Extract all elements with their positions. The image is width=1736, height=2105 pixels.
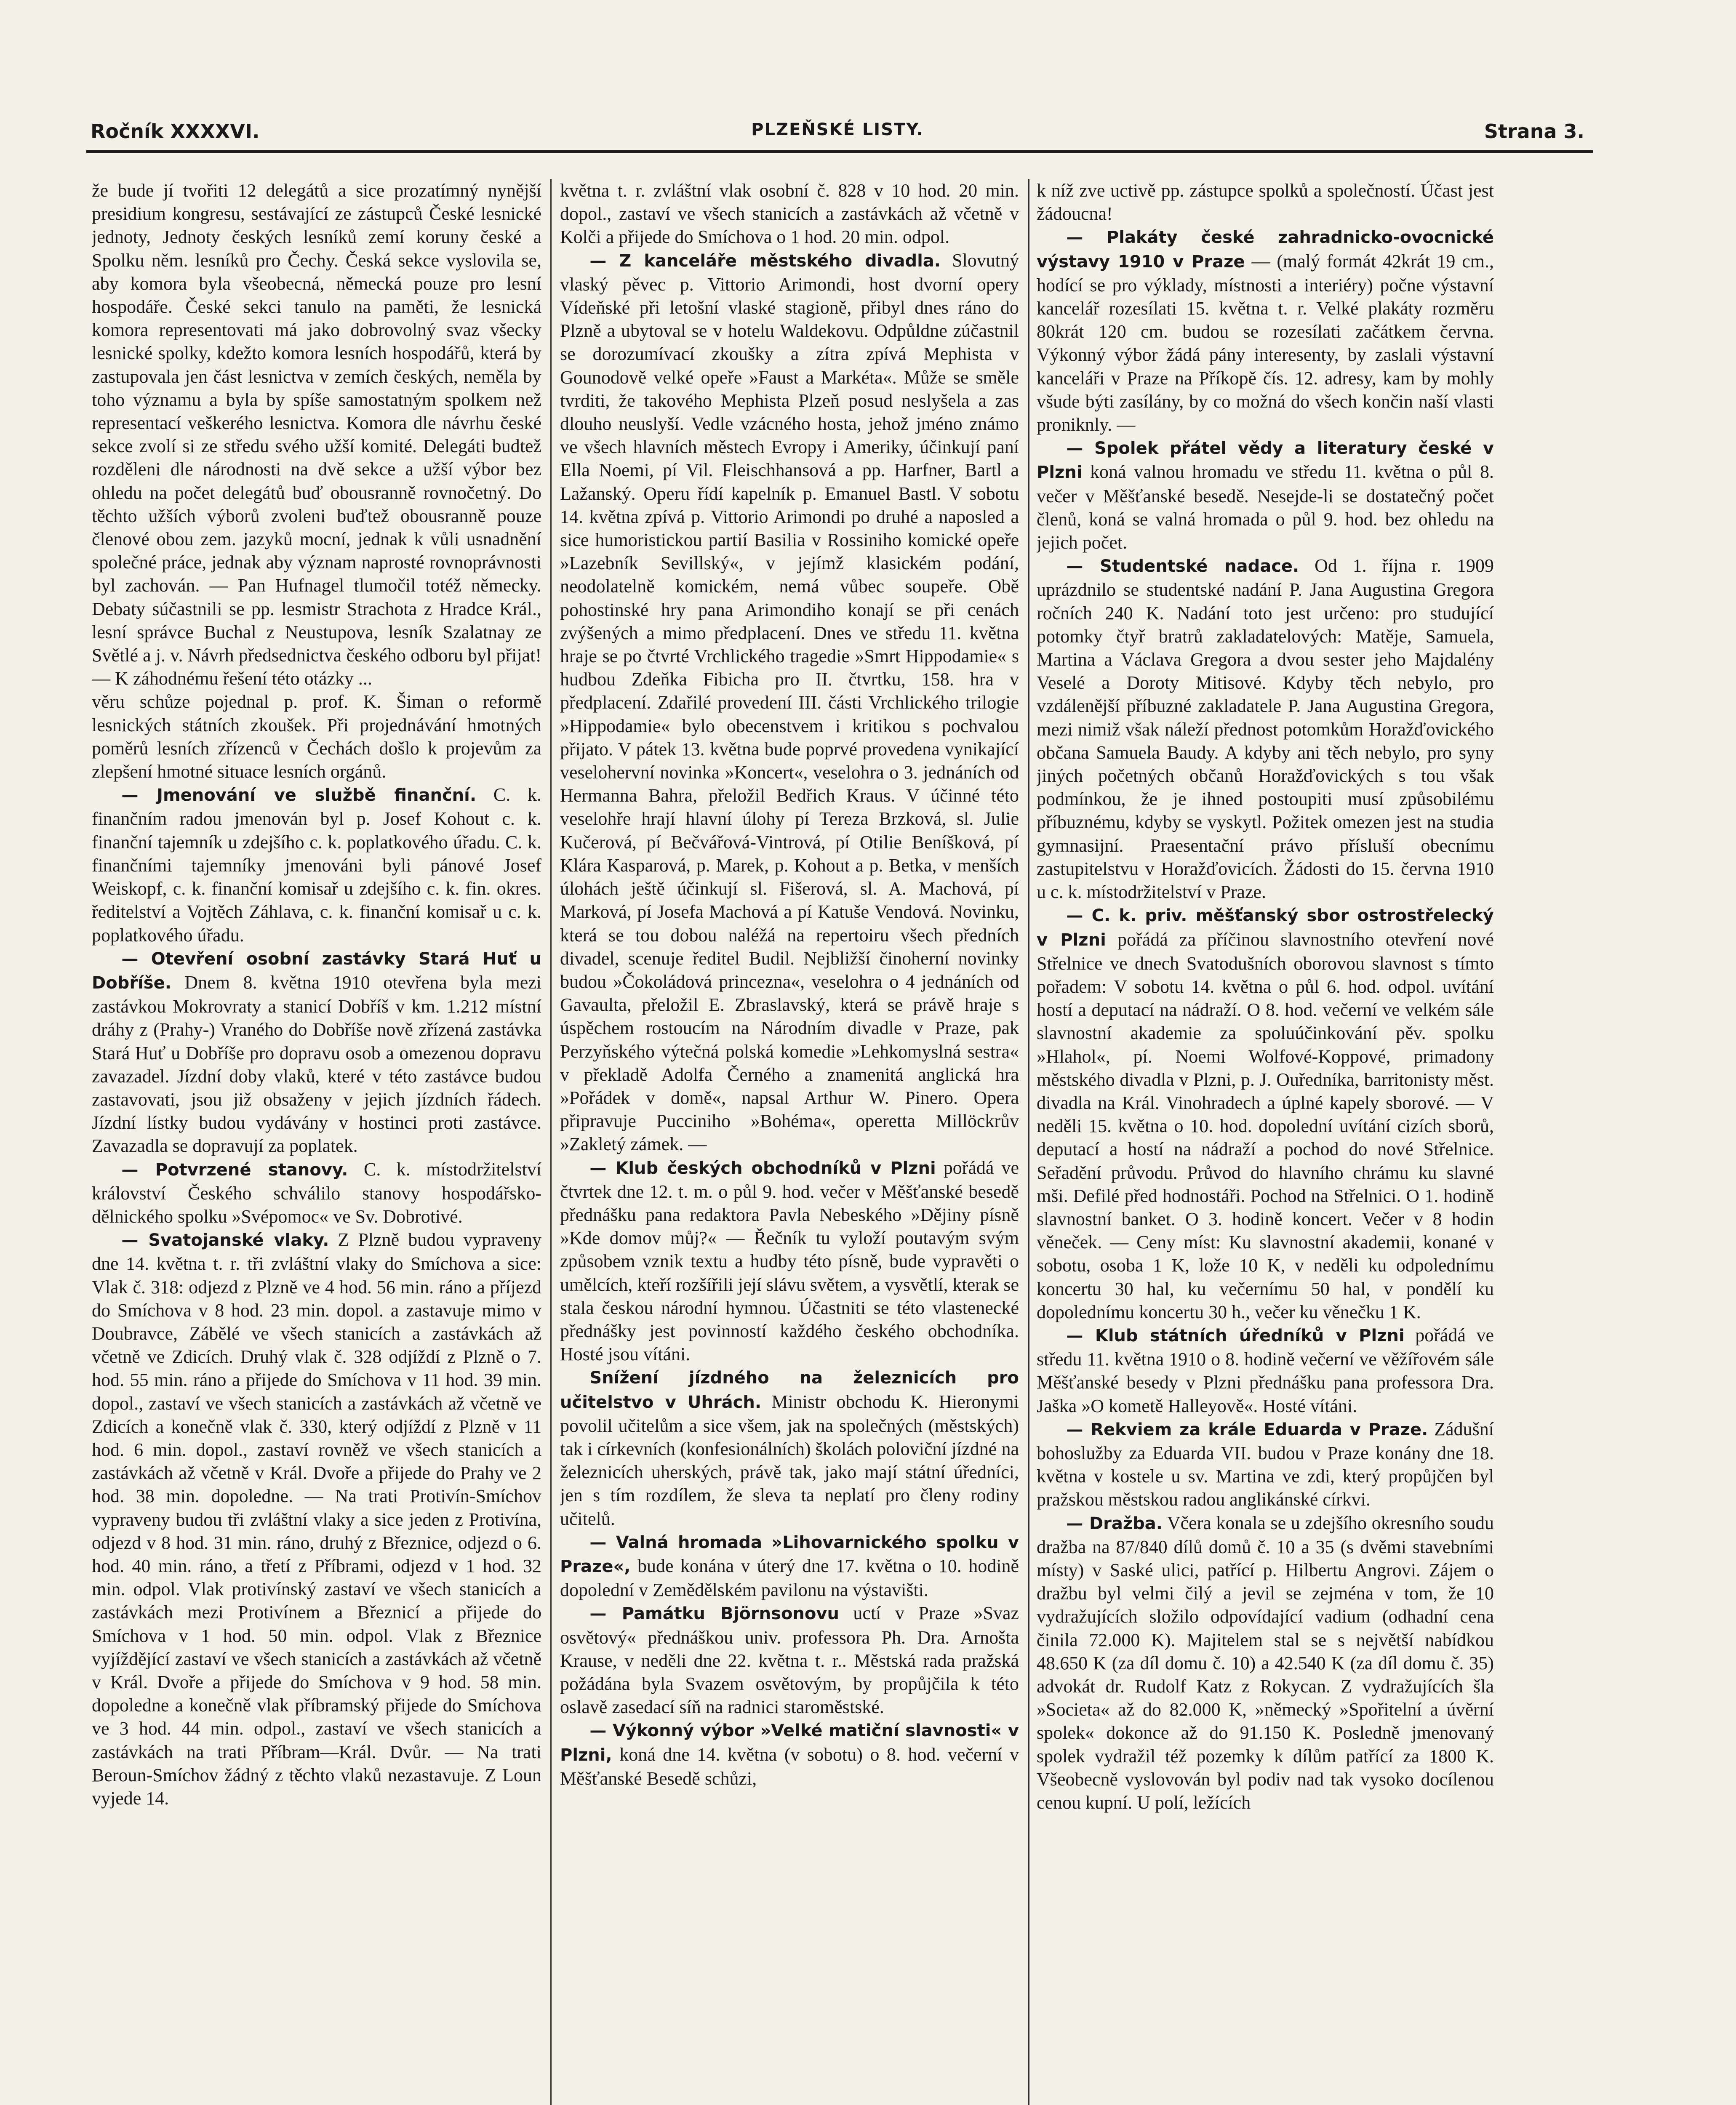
article-body: Zádušní bohoslužby za Eduarda VII. budou v Praze konány dne 18. května v kostele u sv. Martina ve zdi, který propůjčen byl pražskou městskou radou anglikánské církvi. bbox=[1037, 1418, 1494, 1510]
article-nadace bbox=[1037, 554, 1494, 903]
article-heading: — Jmenování ve službě finanční. bbox=[121, 786, 477, 805]
article-body: pořádá ve čtvrtek dne 12. t. m. o půl 9. hod. večer v Měšťanské besedě přednášku pana redaktora Pavla Nebeského »Dějiny písně »Kde domov můj?« — Řečník tu vyloží poutavým svým způsobem vznik textu a hudby této písně, bude vypravěti o umělcích, kteří rozšířili její slávu světem, a vysvětlí, kterak se stala českou národní hymnou. Účastniti se této vlastenecké přednášky jest povinností každého českého obchodníka. Hosté jsou vítáni. bbox=[560, 1157, 1019, 1365]
article-heading: — C. k. priv. měšťanský sbor ostrostřelecký v Plzni bbox=[1037, 906, 1494, 950]
article-body: bude konána v úterý dne 17. května o 10. hodině dopolední v Zemědělském pavilonu na výstavišti. bbox=[560, 1555, 1019, 1601]
article-heading: — Výkonný výbor »Velké matiční slavnosti« v Plzni, bbox=[560, 1721, 1019, 1765]
column-1 bbox=[92, 179, 541, 2105]
column-2 bbox=[560, 179, 1019, 2105]
article-plakaty bbox=[1037, 225, 1494, 436]
header-rule bbox=[86, 150, 1593, 153]
newspaper-title: PLZEŇSKÉ LISTY. bbox=[751, 120, 924, 139]
article-vlaky bbox=[92, 1228, 541, 1810]
article-heading: — Klub státních úředníků v Plzni bbox=[1066, 1326, 1405, 1346]
article-jmenovani bbox=[92, 783, 541, 946]
article-body: — (malý formát 42krát 19 cm., hodící se pro výklady, místnosti a interiéry) počne výstavní kancelář rozesílati 15. května t. r. Velké plakáty rozměru 80krát 120 cm. budou se rozesílati začátkem června. Výkonný výbor žádá pány interesenty, by zaslali výstavní kanceláři v Praze na Příkopě čís. 12. adresy, kam by mohly všude býti zasílány, by co možná do všech končin naší vlasti proniknly. — bbox=[1037, 250, 1494, 435]
article-heading: — Potvrzené stanovy. bbox=[121, 1160, 348, 1180]
column-separator bbox=[1028, 179, 1029, 2105]
article-body: Dnem 8. května 1910 otevřena byla mezi zastávkou Mokrovraty a stanicí Dobříš v km. 1.212 místní dráhy z (Prahy-) Vraného do Dobříše nově zřízená zastávka Stará Huť u Dobříše pro dopravu osob a omezenou dopravu zavazadel. Jízdní doby vlaků, které v této zastávce budou zastavovati, jsou již obsaženy v jejich jízdních řádech. Jízdní lístky budou vydávány v hostinci proti zastávce. Zavazadla se dopravují za poplatek. bbox=[92, 972, 541, 1156]
article-stara-hut bbox=[92, 947, 541, 1158]
page-number: Strana 3. bbox=[1484, 120, 1584, 143]
article-heading: — Studentské nadace. bbox=[1066, 557, 1299, 576]
article-heading: — Památku Björnsonovu bbox=[589, 1604, 839, 1624]
article-heading: — Z kanceláře městského divadla. bbox=[589, 251, 941, 271]
article-body: Od 1. října r. 1909 uprázdnilo se studentské nadání P. Jana Augustina Gregora ročních 240 K. Nadání toto jest určeno: pro studující potomky čtyř bratrů zakladatelových: Matěje, Samuela, Martina a Václava Gregora a dvou sester jeho Majdalény Veselé a Doroty Mitisové. Kdyby těch nebylo, pro vzdálenější příbuzné zakladatele P. Jana Augustina Gregora, mezi nimiž však náleží přednost potomkům Horažďovického občana Samuela Baudy. A kdyby ani těch nebylo, pro syny jiných početných občanů Horažďovických s tou však podmínkou, že je ihned postoupiti musí způsobilému příbuznému, kdyby se vyskytl. Požitek omezen jest na studia gymnasijní. Praesentační právo přísluší obecnímu zastupitelstvu v Horažďovicích. Žádosti do 15. června 1910 u c. k. místodržitelství v Praze. bbox=[1037, 555, 1494, 903]
article-bjornson bbox=[560, 1601, 1019, 1719]
article-spolek-pratel bbox=[1037, 436, 1494, 554]
article-heading: — Spolek přátel vědy a literatury české v Plzni bbox=[1037, 439, 1494, 482]
article-body: pořádá za příčinou slavnostního otevření nové Střelnice ve dnech Svatodušních oborovou slavnost s tímto pořadem: V sobotu 14. května o půl 6. hod. odpol. uvítání hostí a deputací na nádraží. O 8. hod. večerní ve velkém sále slavnostní akademie za spoluúčinkování pěv. spolku »Hlahol«, pí. Noemi Wolfové-Koppové, primadony městského divadla v Plzni, p. J. Ouředníka, barritonisty měst. divadla na Král. Vinohradech a úplné kapely sborové. — V neděli 15. května o 10. hod. dopolední uvítání cizích sborů, deputací a hostí na nádraží a pochod do nové Střelnice. Seřadění průvodu. Průvod do hlavního chrámu ku slavné mši. Defilé před hodnostáři. Pochod na Střelnici. O 1. hodině slavnostní banket. O 3. hodině koncert. Večer v 8 hodin věneček. — Ceny míst: Ku slavnostní akademii, konané v sobotu, osoba 1 K, lože 10 K, v neděli ku odpolednímu koncertu 30 hal, ku večernímu 50 hal, v pondělí ku dopolednímu koncertu 30 h., večer ku věnečku 1 K. bbox=[1037, 929, 1494, 1322]
article-heading: Snížení jízdného na železnicích pro učitelstvo v Uhrách. bbox=[560, 1368, 1019, 1412]
article-body: C. k. finančním radou jmenován byl p. Josef Kohout c. k. finanční tajemník u zdejšího c. k. poplatkového úřadu. C. k. finančními tajemníky jmenováni byli pánové Josef Weiskopf, c. k. finanční komisař u zdejšího c. k. fin. okres. ředitelství a Vojtěch Záhlava, c. k. finanční komisař u c. k. poplatkového úřadu. bbox=[92, 784, 541, 946]
article-heading: — Svatojanské vlaky. bbox=[121, 1231, 329, 1250]
article-body: uctí v Praze »Svaz osvětový« přednáškou univ. professora Ph. Dra. Arnošta Krause, v neděli dne 22. května t. r.. Městská rada pražská požádána byla Svazem osvětovým, by propůjčila k této oslavě zasedací síň na radnici staroměstské. bbox=[560, 1603, 1019, 1718]
article-continuation: že bude jí tvořiti 12 delegátů a sice prozatímný nynější presidium kongresu, sestávající ze zástupců České lesnické jednoty, Jednoty českých lesníků zemí koruny české a Spolku něm. lesníků pro Čechy. Česká sekce vyslovila se, aby komora byla všeobecná, německá pouze pro lesní hospodáře. České sekci tanulo na paměti, že lesnická komora representovati má jako dobrovolný svaz všecky lesnické spolky, kdežto komora lesních hospodářů, která by zastupovala jen část lesnictva v zemích českých, neměla by toho významu a byla by spíše samostatným spolkem než representací veškerého lesnictva. Komora dle návrhu české sekce zvolí si ze středu svého užší komité. Delegáti budtež rozděleni dle národnosti na dvě sekce a užší výbor bez ohledu na počet delegátů buď obousranně rovnočetný. Do těchto užších výborů zvoleni buďtež obousranně pouze členové obou zem. jazyků mocní, jednak k vůli usnadnění společné práce, jednak aby význam naprosté rovnoprávnosti byl zachován. — Pan Hufnagel tlumočil totéž německy. Debaty súčastnili se pp. lesmistr Strachota z Hradce Král., lesní správce Buchal z Neustupova, lesník Szalatnay ze Světlé a j. v. Návrh předsednictva českého odboru byl přijat! — K záhodnému řešení této otázky ... bbox=[92, 180, 541, 689]
article-heading: — Plakáty české zahradnicko-ovocnické výstavy 1910 v Praze bbox=[1037, 228, 1494, 272]
article-heading: — Valná hromada »Lihovarnického spolku v Praze«, bbox=[560, 1532, 1019, 1576]
article-body: Z Plzně budou vypraveny dne 14. května t. r. tři zvláštní vlaky do Smíchova a sice: Vlak č. 318: odjezd z Plzně ve 4 hod. 56 min. ráno a příjezd do Smíchova v 8 hod. 23 min. dopol. a zastavuje mimo v Doubravce, Zábělé ve všech stanicích a zastávkách až včetně ve Zdicích. Druhý vlak č. 328 odjíždí z Plzně o 7. hod. 55 min. ráno a přijede do Smíchova v 11 hod. 39 min. dopol., zastaví ve všech stanicích a zastávkách až včetně ve Zdicích a konečně vlak č. 330, který odjíždí z Plzně v 11 hod. 6 min. dopol., zastaví rovněž ve všech stanicích a zastávkách až včetně v Král. Dvoře a přijede do Prahy ve 2 hod. 38 min. dopoledne. — Na trati Protivín-Smíchov vypraveny budou tři zvláštní vlaky a sice jeden z Protivína, odjezd v 8 hod. 31 min. ráno, druhý z Březnice, odjezd o 6. hod. 40 min. ráno, a třetí z Příbrami, odjezd v 1 hod. 32 min. odpol. Vlak protivínský zastaví ve všech stanicích a zastávkách mezi Protivínem a Březnicí a přijede do Smíchova v 1 hod. 50 min. odpol. Vlak z Březnice vyjíždějící zastaví ve všech stanicích a zastávkách až včetně v Král. Dvoře a přijede do Smíchova v 9 hod. 58 min. dopoledne a konečně vlak příbramský přijede do Smíchova ve 3 hod. 44 min. odpol., zastaví ve všech stanicích a zastávkách na trati Příbram—Král. Dvůr. — Na trati Beroun-Smíchov žádný z těchto vlaků nezastavuje. Z Loun vyjede 14. bbox=[92, 1229, 541, 1809]
article-rekviem bbox=[1037, 1418, 1494, 1511]
column-separator bbox=[550, 179, 552, 2105]
article-stanovy bbox=[92, 1158, 541, 1228]
article-body: C. k. místodržitelství království Českého schválilo stanovy hospodářsko-dělnického spolku »Svépomoc« ve Sv. Dobrotivé. bbox=[92, 1159, 541, 1227]
article-body: pořádá ve středu 11. května 1910 o 8. hodině večerní ve věžířovém sále Měšťanské besedy v Plzni přednášku pana professora Dra. Jaška »O kometě Halleyově«. Hosté vítáni. bbox=[1037, 1324, 1494, 1416]
article-continuation: k níž zve uctivě pp. zástupce spolků a společností. Účast jest žádoucna! bbox=[1037, 180, 1494, 224]
volume-number: Ročník XXXXVI. bbox=[91, 120, 260, 143]
article-body: koná dne 14. května (v sobotu) o 8. hod. večerní v Měšťanské Besedě schůzi, bbox=[560, 1744, 1019, 1789]
article-klub-uredniku bbox=[1037, 1324, 1494, 1418]
article-heading: — Dražba. bbox=[1066, 1513, 1163, 1533]
article-lihovarnicky bbox=[560, 1530, 1019, 1602]
article-continuation: věru schůze pojednal p. prof. K. Šiman o reformě lesnických státních zkoušek. Při projednávání hmotných poměrů lesních zřízenců v Čechách došlo k projevům za zlepšení hmotné situace lesních orgánů. bbox=[92, 691, 541, 782]
article-heading: — Rekviem za krále Eduarda v Praze. bbox=[1066, 1420, 1428, 1439]
article-body: Včera konala se u zdejšího okresního soudu dražba na 87/840 dílů domů č. 10 a 35 (s dvěmi stavebními místy) v Saské ulici, patřící p. Hilbertu Angrovi. Zájem o dražbu byl velmi čilý a jevil se zejména v tom, že 10 vydražujících složilo odpovídající vadium (odhadní cena činila 72.000 K). Majitelem stal se s největší nabídkou 48.650 K (za díl domu č. 10) a 42.540 K (za díl domu č. 35) advokát dr. Rudolf Katz z Rokycan. Z vydražujících šla »Societa« až do 82.000 K, »německý »Spořitelní a úvěrní spolek« dokonce až do 91.150 K. Posledně jmenovaný spolek vydražil též pozemky k dílům patřící za 1800 K. Všeobecně vyslovován byl podiv nad tak vysoko docílenou cenou kupní. U polí, ležících bbox=[1037, 1512, 1494, 1813]
article-ostrostrelci bbox=[1037, 903, 1494, 1324]
article-body: Ministr obchodu K. Hieronymi povolil učitelům a sice všem, jak na společných (městských) tak i církevních (konfesionálních) školách poloviční jízdné na železnicích uherských, právě tak, jako mají státní úředníci, jen s tím rozdílem, že sleva ta neplatí pro členy rodiny učitelů. bbox=[560, 1391, 1019, 1529]
article-body: koná valnou hromadu ve středu 11. května o půl 8. večer v Měšťanské besedě. Nesejde-li se dostatečný počet členů, koná se valná hromada o půl 9. hod. bez ohledu na jejich počet. bbox=[1037, 461, 1494, 553]
article-body: Slovutný vlaský pěvec p. Vittorio Arimondi, host dvorní opery Vídeňské při letošní vlaské stagioně, přibyl dnes ráno do Plzně a ubytoval se v hotelu Waldekovu. Odpůldne zúčastnil se dorozumívací zkoušky a zítra zpívá Mephista v Gounodově velké opeře »Faust a Markéta«. Může se směle tvrditi, že takového Mephista Plzeň posud neslyšela a zas dlouho neuslyší. Vedle vzácného hosta, jehož jméno známo ve všech hlavních městech Evropy i Ameriky, účinkují paní Ella Noemi, pí Vil. Fleischhansová a pp. Harfner, Bartl a Lažanský. Operu řídí kapelník p. Emanuel Bastl. V sobotu 14. května zpívá p. Vittorio Arimondi po druhé a naposled a sice humoristickou partií Basilia v Rossiniho komické opeře »Lazebník Sevillský«, v jejímž klasickém podání, neodolatelně komickém, nemá vůbec soupeře. Obě pohostinské hry pana Arimondiho konají se při cenách zvýšených a mimo předplacení. Dnes ve středu 11. května hraje se po čtvrté Vrchlického tragedie »Smrt Hippodamie« s hudbou Zdeňka Fibicha pro II. čtvrtku, 158. hra v předplacení. Zdařilé provedení III. části Vrchlického trilogie »Hippodamie« bylo obecenstvem i kritikou s pochvalou přijato. V pátek 13. května bude poprvé provedena vynikající veselohervní novinka »Koncert«, veselohra o 3. jednáních od Hermanna Bahra, přeložil Bedřich Kraus. V účinné této veselohře hrají hlavní úlohy pí Tereza Brzková, sl. Julie Kučerová, pí Bečvářová-Vintrová, pí Otilie Beníšková, pí Klára Kasparová, p. Marek, p. Kohout a p. Betka, v menších úlohách ještě účinkují sl. Fišerová, sl. A. Machová, pí Marková, pí Josefa Machová a pí Katuše Vendová. Novinku, která se tou dobou naléžá na repertoiru všech předních divadel, scenuje ředitel Budil. Nejbližší činoherní novinky budou »Čokoládová princezna«, veselohra o 4 jednáních od Gavaulta, přeložil E. Zbraslavský, která se právě hraje s úspěchem rostoucím na Národním divadle v Praze, pak Perzyňského výtečná polská komedie »Lehkomyslná sestra« v překladě Adolfa Černého a znamenitá anglická hra »Pořádek v domě«, napsal Arthur W. Pinero. Opera připravuje Pucciniho »Bohéma«, operetta Millöckrův »Zakletý zámek. — bbox=[560, 250, 1019, 1155]
article-maticni-slavnost bbox=[560, 1719, 1019, 1790]
article-heading: — Otevření osobní zastávky Stará Huť u Dobříše. bbox=[92, 949, 541, 993]
article-divadlo bbox=[560, 249, 1019, 1156]
article-klub-obchodniku bbox=[560, 1156, 1019, 1366]
column-3 bbox=[1037, 179, 1494, 2105]
article-drazba bbox=[1037, 1511, 1494, 1815]
article-jizdne bbox=[560, 1366, 1019, 1530]
article-continuation: května t. r. zvláštní vlak osobní č. 828 v 10 hod. 20 min. dopol., zastaví ve všech stanicích a zastávkách až včetně v Kolči a přijede do Smíchova o 1 hod. 20 min. odpol. bbox=[560, 180, 1019, 248]
article-heading: — Klub českých obchodníků v Plzni bbox=[589, 1158, 936, 1178]
